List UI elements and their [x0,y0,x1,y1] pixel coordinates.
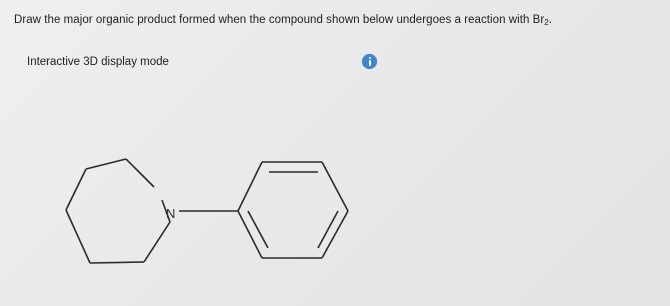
ring-bond [86,159,126,169]
ring-bond [238,162,262,211]
display-mode-label[interactable]: Interactive 3D display mode [27,56,169,68]
ring-bond [126,159,154,187]
benzene-ring [238,162,348,258]
ring-bond [90,262,144,263]
ring-bond [238,211,262,258]
ring-bond [144,222,170,262]
ring-bond [66,169,86,210]
question-subscript: 2 [544,18,549,27]
double-bond-inner [318,211,338,248]
question-prefix: Draw the major organic product formed when the compound shown below undergoes a reaction with Br [14,14,545,26]
ring-bond [66,210,90,263]
nitrogen-atom-label: N [166,206,176,221]
piperidine-ring [66,159,170,263]
question-suffix: . [548,14,552,26]
ring-bond [322,162,348,211]
double-bond-inner [248,211,268,248]
